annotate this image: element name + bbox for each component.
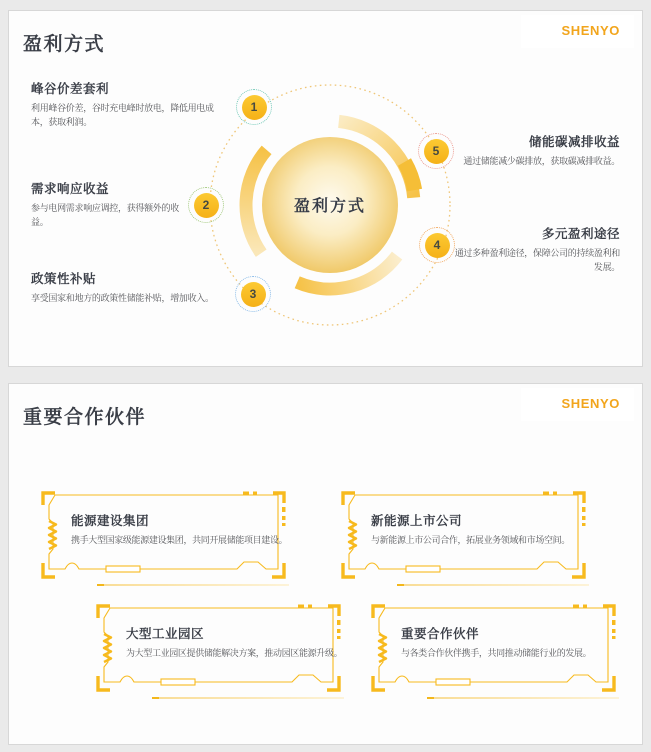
diagram-center-label: 盈利方式 (293, 198, 366, 215)
slide-key-partners (8, 383, 643, 745)
page-title: 盈利方式 (23, 34, 106, 55)
partner-desc: 为大型工业园区提供储能解决方案，推动园区能源升级。 (126, 648, 343, 658)
partner-box-energy-group (41, 491, 286, 579)
partner-title: 新能源上市公司 (371, 514, 463, 528)
profit-item-title: 需求响应收益 (31, 182, 110, 196)
profit-item-title: 政策性补贴 (31, 272, 97, 286)
partner-box-industrial-park (96, 604, 341, 692)
profit-item-desc: 享受国家和地方的政策性储能补贴，增加收入。 (31, 293, 214, 303)
step-number-3: 3 (241, 282, 266, 307)
profit-item-carbon-reduction (410, 132, 620, 169)
brand-logo: SHENYO (521, 15, 634, 48)
partner-title: 大型工业园区 (126, 627, 205, 641)
slide-profit-methods (8, 10, 643, 367)
partner-title: 重要合作伙伴 (401, 627, 480, 641)
partner-desc: 携手大型国家级能源建设集团，共同开展储能项目建设。 (71, 535, 288, 545)
profit-item-desc: 参与电网需求响应调控，获得额外的收益。 (31, 203, 179, 227)
profit-item-desc: 通过多种盈利途径，保障公司的持续盈利和发展。 (454, 248, 620, 272)
partner-box-listed-company (341, 491, 586, 579)
profit-item-demand-response (31, 179, 183, 230)
profit-item-title: 储能碳减排收益 (528, 135, 620, 149)
partner-desc: 与新能源上市公司合作，拓展业务领域和市场空间。 (371, 535, 570, 545)
profit-item-desc: 通过储能减少碳排放，获取碳减排收益。 (463, 156, 620, 166)
step-badge-1 (236, 89, 272, 125)
brand-logo: SHENYO (521, 388, 634, 421)
profit-item-diverse-channels (448, 224, 620, 275)
partner-title: 能源建设集团 (71, 514, 150, 528)
step-number-2: 2 (194, 193, 219, 218)
step-number-4: 4 (425, 233, 450, 258)
profit-item-desc: 利用峰谷价差，谷时充电峰时放电，降低用电成本，获取利润。 (31, 103, 214, 127)
step-number-5: 5 (424, 139, 449, 164)
page-title: 重要合作伙伴 (23, 407, 147, 428)
step-number-1: 1 (242, 95, 267, 120)
partner-box-key-partners (371, 604, 616, 692)
profit-item-title: 峰谷价差套利 (31, 82, 110, 96)
step-badge-2 (188, 187, 224, 223)
profit-item-title: 多元盈利途径 (541, 227, 620, 241)
profit-item-arbitrage (31, 79, 219, 130)
partner-desc: 与各类合作伙伴携手，共同推动储能行业的发展。 (401, 648, 592, 658)
profit-item-policy-subsidy (31, 269, 281, 306)
